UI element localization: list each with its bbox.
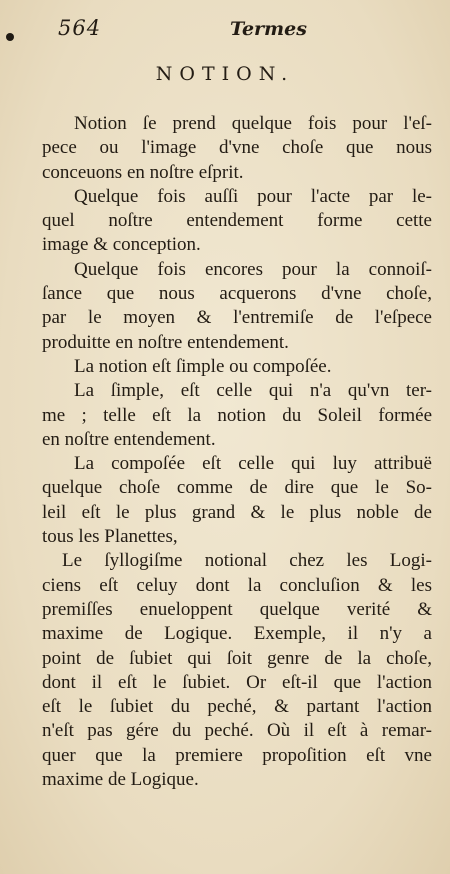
text-line: image & conception. — [42, 234, 201, 256]
text-line: Notion ſe prend quelque fois pour l'eſ- — [74, 113, 432, 134]
text-line: ſance que nous acquerons d'vne choſe, — [42, 283, 432, 305]
text-line: quer que la premiere propoſition eſt vne — [42, 744, 432, 766]
text-line: Quelque fois encores pour la connoiſ- — [74, 258, 432, 280]
body-text — [42, 112, 432, 792]
text-line: quel noſtre entendement forme cette — [42, 210, 432, 232]
text-line: pece ou l'image d'vne choſe que nous — [42, 137, 432, 159]
text-line: Le ſyllogiſme notional chez les Logi- — [62, 550, 432, 572]
text-line: La compoſée eſt celle qui luy attribuë — [74, 453, 432, 475]
section-title: NOTION. — [155, 63, 295, 85]
text-line: maxime de Logique. Exemple, il n'y a — [42, 623, 432, 645]
running-title: Termes — [230, 18, 307, 40]
text-line: me ; telle eſt la notion du Soleil formée — [42, 404, 432, 426]
text-line: point de ſubiet qui ſoit genre de la choſe, — [42, 647, 432, 669]
text-line: tous les Planettes, — [42, 526, 178, 548]
text-line: maxime de Logique. — [42, 769, 199, 791]
text-line: n'eſt pas gére du peché. Où il eſt à remar- — [42, 720, 432, 742]
text-line: en noſtre entendement. — [42, 428, 216, 450]
text-line: La notion eſt ſimple ou compoſée. — [74, 355, 332, 377]
text-line: dont il eſt le ſubiet. Or eſt-il que l'action — [42, 671, 432, 693]
text-line: quelque choſe comme de dire que le So- — [42, 477, 432, 499]
text-line: ciens eſt celuy dont la concluſion & les — [42, 574, 432, 596]
running-head — [0, 10, 450, 44]
text-line: par le moyen & l'entremiſe de l'eſpece — [42, 307, 432, 329]
text-line: La ſimple, eſt celle qui n'a qu'vn ter- — [74, 380, 432, 402]
text-line: produitte en noſtre entendement. — [42, 331, 289, 353]
text-line: conceuons en noſtre eſprit. — [42, 161, 244, 183]
text-line: leil eſt le plus grand & le plus noble de — [42, 501, 432, 523]
text-line: Quelque fois auſſi pour l'acte par le- — [74, 185, 432, 207]
page-number: 564 — [58, 16, 102, 40]
text-line: eſt le ſubiet du peché, & partant l'action — [42, 696, 432, 718]
text-line: premiſſes enueloppent quelque verité & — [42, 598, 432, 620]
